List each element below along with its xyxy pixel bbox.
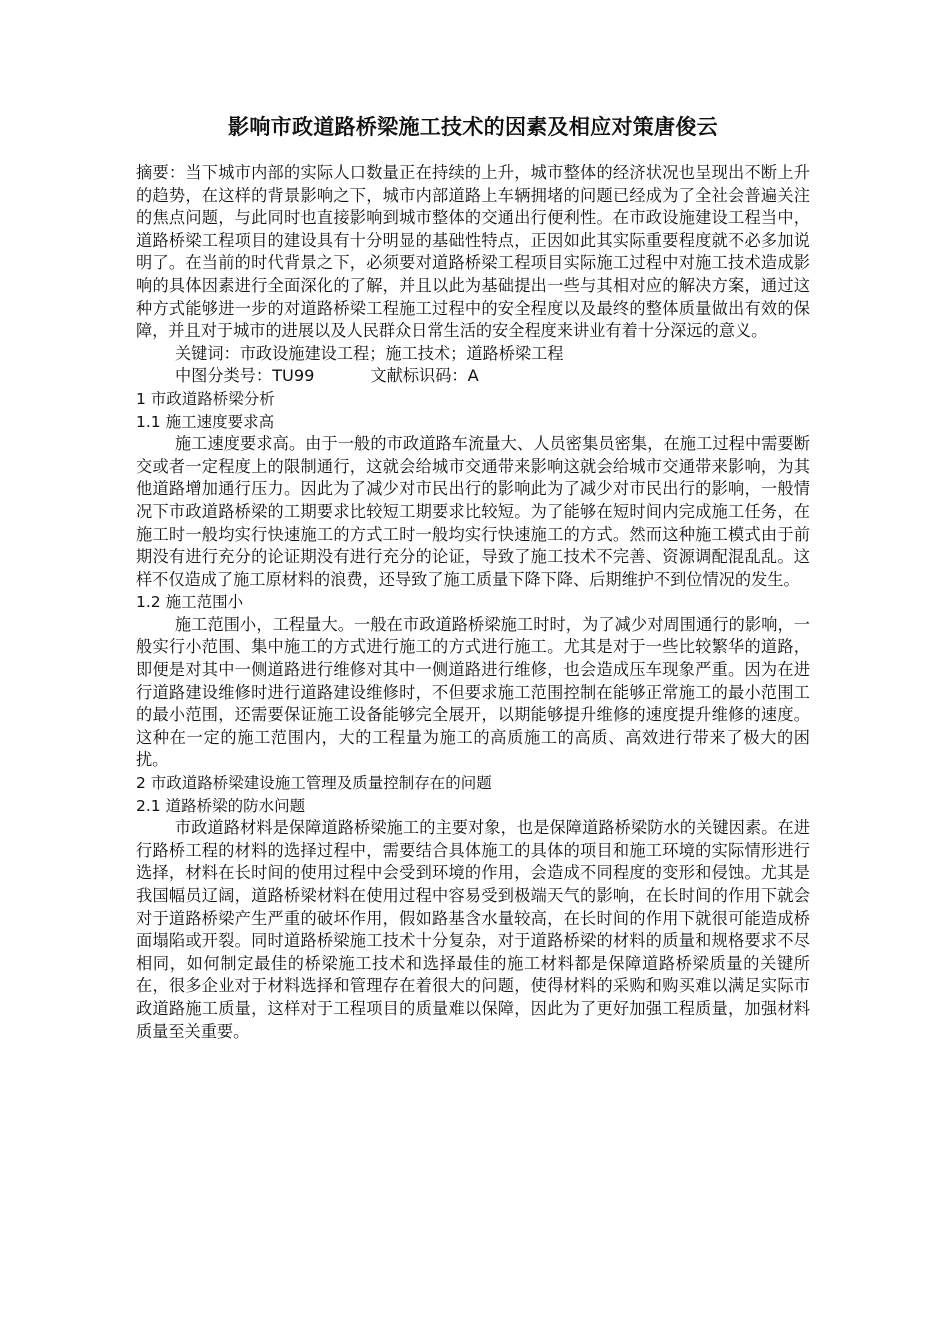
- classification-line: [136, 365, 810, 388]
- section-heading-2: 2 市政道路桥梁建设施工管理及质量控制存在的问题: [136, 774, 492, 793]
- section-heading-2-1: 2.1 道路桥梁的防水问题: [136, 796, 306, 815]
- document-title: 影响市政道路桥梁施工技术的因素及相应对策唐俊云: [228, 115, 718, 139]
- document-code: 文献标识码：A: [370, 366, 479, 386]
- section-text-1-2: 施工范围小，工程量大。一般在市政道路桥梁施工时时，为了减少对周围通行的影响，一般实行小范围、集中施工的方式进行施工的方式进行施工。尤其是对于一些比较繁华的道路，即便是对其中一侧道路进行维修对其中一侧道路进行维修，也会造成压车现象严重。因为在进行道路建设维修时进行道路建设维修时，不但要求施工范围控制在能够正常施工的最小范围工的最小范围，还需要保证施工设备能够完全展开，以期能够提升维修的速度提升维修的速度。这种在一定的施工范围内，大的工程量为施工的高质施工的高质、高效进行带来了极大的困扰。: [136, 614, 810, 770]
- section-heading-1-1: 1.1 施工速度要求高: [136, 412, 275, 431]
- clc-number: 中图分类号：TU99: [175, 366, 315, 386]
- abstract-paragraph: 摘要：当下城市内部的实际人口数量正在持续的上升，城市整体的经济状况也呈现出不断上升的趋势，在这样的背景影响之下，城市内部道路上车辆拥堵的问题已经成为了全社会普遍关注的焦点问题，与此同时也直接影响到城市整体的交通出行便利性。在市政设施建设工程当中，道路桥梁工程项目的建设具有十分明显的基础性特点，正因如此其实际重要程度就不必多加说明了。在当前的时代背景之下，必须要对道路桥梁工程项目实际施工过程中对施工技术造成影响的具体因素进行全面深化的了解，并且以此为基础提出一些与其相对应的解决方案，通过这种方式能够进一步的对道路桥梁工程施工过程中的安全程度以及最终的整体质量做出有效的保障，并且对于城市的进展以及人民群众日常生活的安全程度来讲业有着十分深远的意义。: [136, 163, 810, 341]
- section-heading-1-2: 1.2 施工范围小: [136, 593, 244, 612]
- document-page: [136, 112, 810, 1043]
- section-text-1-1: 施工速度要求高。由于一般的市政道路车流量大、人员密集员密集，在施工过程中需要断交或者一定程度上的限制通行，这就会给城市交通带来影响这就会给城市交通带来影响，为其他道路增加通行压力。因此为了减少对市民出行的影响此为了减少对市民出行的影响，一般情况下市政道路桥梁的工期要求比较短工期要求比较短。为了能够在短时间内完成施工任务，在施工时一般均实行快速施工的方式工时一般均实行快速施工的方式。然而这种施工模式由于前期没有进行充分的论证期没有进行充分的论证，导致了施工技术不完善、资源调配混乱乱。这样不仅造成了施工原材料的浪费，还导致了施工质量下降下降、后期维护不到位情况的发生。: [136, 434, 810, 589]
- section-text-2-1: 市政道路材料是保障道路桥梁施工的主要对象，也是保障道路桥梁防水的关键因素。在进行路桥工程的材料的选择过程中，需要结合具体施工的具体的项目和施工环境的实际情形进行选择，材料在长时间的使用过程中会受到环境的作用，会造成不同程度的变形和侵蚀。尤其是我国幅员辽阔，道路桥梁材料在使用过程中容易受到极端天气的影响，在长时间的作用下就会对于道路桥梁产生严重的破坏作用，假如路基含水量较高，在长时间的作用下就很可能造成桥面塌陷或开裂。同时道路桥梁施工技术十分复杂，对于道路桥梁的材料的质量和规格要求不尽相同，如何制定最佳的桥梁施工技术和选择最佳的施工材料都是保障道路桥梁质量的关键所在，很多企业对于材料选择和管理存在着很大的问题，使得材料的采购和购买难以满足实际市政道路施工质量，这样对于工程项目的质量难以保障，因此为了更好加强工程质量，加强材料质量至关重要。: [136, 818, 810, 1041]
- section-heading-1: 1 市政道路桥梁分析: [136, 389, 275, 408]
- keywords-line: 关键词：市政设施建设工程；施工技术；道路桥梁工程: [175, 343, 564, 363]
